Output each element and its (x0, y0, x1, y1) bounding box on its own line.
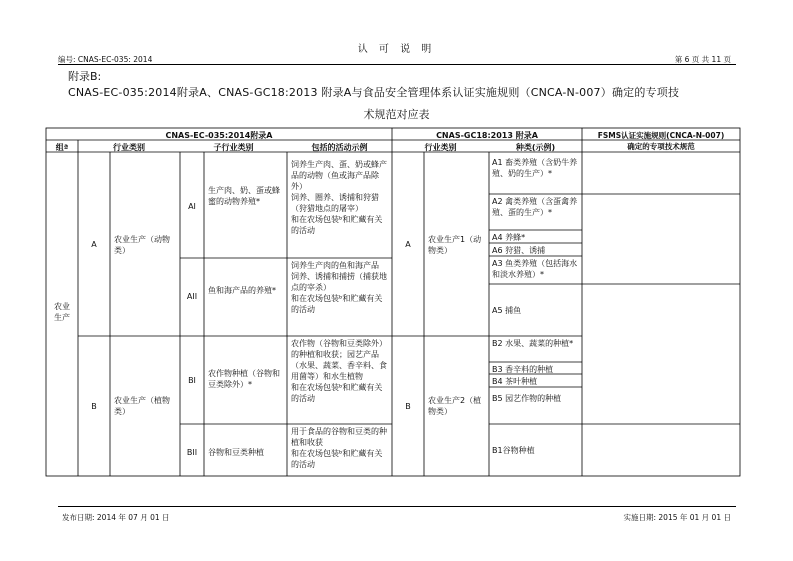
species-a4: A4 养蜂* (492, 233, 526, 242)
species-a3: A3 鱼类养殖（包括海水和淡水养殖）* (492, 259, 578, 279)
col-header-gc-industry: 行业类别 (424, 143, 457, 152)
row-b-gc-code: B (405, 402, 411, 411)
doc-number: 编号: CNAS-EC-035: 2014 (58, 55, 153, 64)
group-header-cnas-ec: CNAS-EC-035:2014附录A (165, 131, 273, 140)
page-header-title: 认 可 说 明 (357, 44, 436, 55)
row-b-industry: 农业生产（植物类） (114, 396, 170, 416)
col-header-activities: 包括的活动示例 (311, 143, 368, 152)
row-aii-activities: 饲养生产肉的鱼和海产品 饲养、诱捕和捕捞（捕获地点的宰杀） 和在农场包装ᵇ和贮藏有关的活动 (291, 261, 387, 314)
row-aii-code: AII (186, 292, 198, 301)
publish-date: 发布日期: 2014 年 07 月 01 日 (62, 513, 170, 522)
row-bi-activities: 农作物（谷物和豆类除外）的种植和收获；园艺产品（水果、蔬菜、香辛料、食用菌等）和水生植物 和在农场包装ᵇ和贮藏有关的活动 (291, 339, 387, 403)
species-b1: B1谷物种植 (492, 446, 535, 455)
group-header-fsms-sub: 确定的专项技术规范 (627, 142, 695, 151)
row-ai-sub: 生产肉、奶、蛋或蜂蜜的动物养殖* (208, 186, 280, 206)
row-a-code: A (91, 240, 97, 249)
row-b-gc-industry: 农业生产2（植物类） (428, 396, 482, 416)
row-a-gc-code: A (405, 240, 411, 249)
effective-date: 实施日期: 2015 年 01 月 01 日 (623, 513, 731, 522)
footer-rule (58, 506, 736, 507)
row-ai-activities: 饲养生产肉、蛋、奶或蜂产品的动物（鱼或海产品除外） 饲养、圈养、诱捕和狩猎（狩猎地点的屠宰） 和在农场包装ᵇ和贮藏有关的活动 (291, 160, 387, 235)
species-b2: B2 水果、蔬菜的种植* (492, 339, 574, 348)
row-bi-sub: 农作物种植（谷物和豆类除外）* (208, 369, 280, 389)
row-bii-activities: 用于食品的谷物和豆类的种植和收获 和在农场包装ᵇ和贮藏有关的活动 (291, 427, 387, 469)
row-b-code: B (91, 402, 97, 411)
table-title-line1: CNAS-EC-035:2014附录A、CNAS-GC18:2013 附录A与食品安全管理体系认证实施规则（CNCA-N-007）确定的专项技 (68, 86, 680, 99)
species-a5: A5 捕鱼 (492, 306, 522, 315)
row-a-industry: 农业生产（动物类） (114, 235, 170, 255)
page-info: 第 6 页 共 11 页 (674, 55, 731, 64)
big-group-label: 农业 生产 (54, 302, 70, 322)
row-a-gc-industry: 农业生产1（动物类） (428, 235, 482, 255)
species-a6: A6 狩猎、诱捕 (492, 246, 546, 255)
row-bi-code: BI (188, 376, 196, 385)
col-header-group: 组ª (55, 143, 69, 152)
row-ai-code: AI (188, 202, 196, 211)
appendix-label: 附录B: (68, 70, 102, 83)
table-title-line2: 术规范对应表 (363, 108, 430, 121)
group-header-cnas-gc: CNAS-GC18:2013 附录A (436, 131, 538, 140)
row-aii-sub: 鱼和海产品的养殖* (208, 286, 276, 295)
col-header-species: 种类(示例) (515, 143, 556, 152)
species-b4: B4 茶叶种植 (492, 377, 538, 386)
row-bii-sub: 谷物和豆类种植 (208, 448, 264, 457)
col-header-industry: 行业类别 (113, 143, 145, 152)
species-a2: A2 禽类养殖（含蛋禽养殖、蛋的生产）* (492, 197, 578, 217)
species-a1: A1 畜类养殖（含奶牛养殖、奶的生产）* (492, 158, 578, 178)
group-header-fsms: FSMS认证实施规则(CNCA-N-007) (597, 131, 725, 140)
row-bii-code: BII (186, 448, 198, 457)
col-header-sub-industry: 子行业类别 (213, 143, 254, 152)
species-b5: B5 园艺作物的种植 (492, 394, 562, 403)
species-b3: B3 香辛料的种植 (492, 365, 554, 374)
